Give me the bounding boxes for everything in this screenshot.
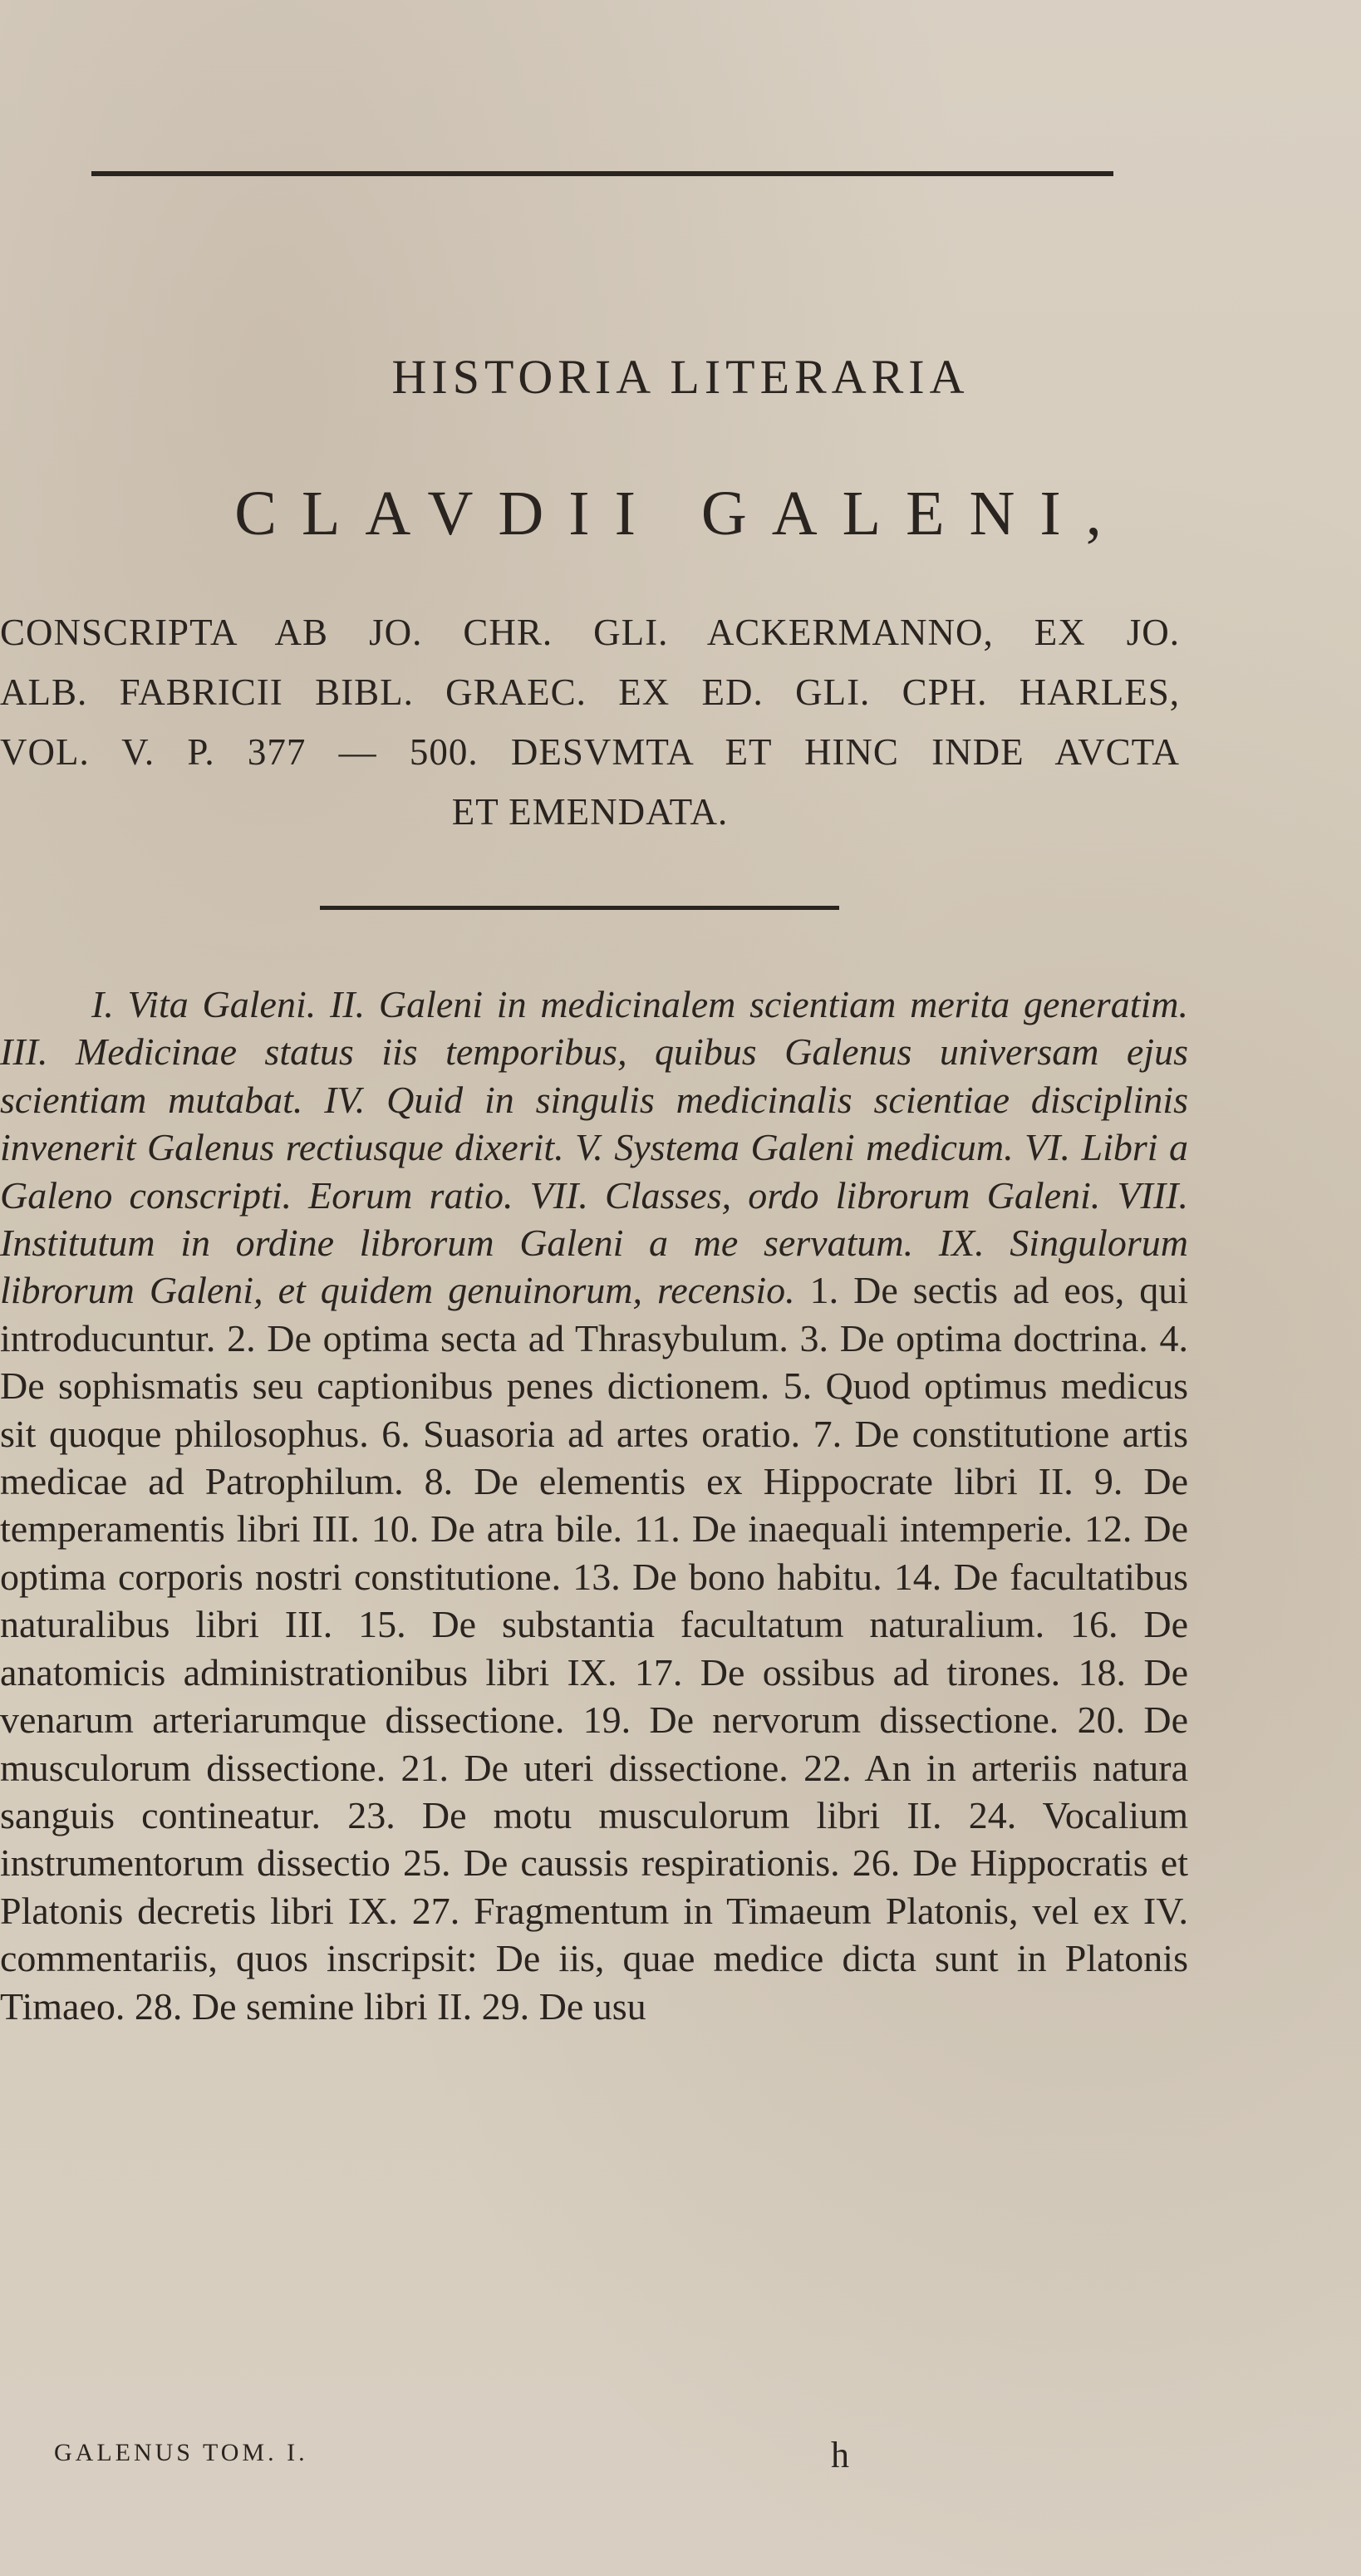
title-line-2: CLAVDII GALENI, <box>234 479 1127 548</box>
contents-body <box>0 981 1188 2030</box>
credit-line-3: VOL. V. P. 377 — 500. DESVMTA ET HINC INDE AVCTA <box>0 731 1180 773</box>
signature-mark: h <box>831 2435 849 2475</box>
title-line-1: HISTORIA LITERARIA <box>391 350 970 404</box>
running-title: GALENUS TOM. I. <box>54 2439 308 2466</box>
top-rule <box>91 171 1113 176</box>
contents-paragraph <box>0 981 1188 2030</box>
page-footer <box>54 2435 1134 2475</box>
credit-line-4: ET EMENDATA. <box>451 791 729 833</box>
contents-italic-text: I. Vita Galeni. II. Galeni in medicinalem scientiam merita generatim. III. Medicinae status iis temporibus, quibus Galenus universam ejus scientiam mutabat. IV. Quid in singulis medicinalis scientiae disciplinis invenerit Galenus rectiusque dixerit. V. Systema Galeni medicum. VI. Libri a Galeno conscripti. Eorum ratio. VII. Classes, ordo librorum Galeni. VIII. Institutum in ordine librorum Galeni a me servatum. IX. Singulorum librorum Galeni, et quidem genuinorum, recensio. <box>0 983 1188 1312</box>
credit-block <box>0 602 1180 842</box>
credit-line-1: CONSCRIPTA AB JO. CHR. GLI. ACKERMANNO, EX JO. <box>0 612 1180 653</box>
credit-line-2: ALB. FABRICII BIBL. GRAEC. EX ED. GLI. CPH. HARLES, <box>0 671 1180 713</box>
middle-rule <box>320 906 839 910</box>
contents-roman-text: 1. De sectis ad eos, qui introducuntur. 2. De optima secta ad Thrasybulum. 3. De optima doctrina. 4. De sophismatis seu captionibus penes dictionem. 5. Quod optimus medicus sit quoque philosophus. 6. Suasoria ad artes oratio. 7. De constitutione artis medicae ad Patrophilum. 8. De elementis ex Hippocrate libri II. 9. De temperamentis libri III. 10. De atra bile. 11. De inaequali intemperie. 12. De optima corporis nostri constitutione. 13. De bono habitu. 14. De facultatibus naturalibus libri III. 15. De substantia facultatum naturalium. 16. De anatomicis administrationibus libri IX. 17. De ossibus ad tirones. 18. De venarum arteriarumque dissectione. 19. De nervorum dissectione. 20. De musculorum dissectione. 21. De uteri dissectione. 22. An in arteriis natura sanguis contineatur. 23. De motu musculorum libri II. 24. Vocalium instrumentorum dissectio 25. De caussis respirationis. 26. De Hippocratis et Platonis decretis libri IX. 27. Fragmentum in Timaeum Platonis, vel ex IV. commentariis, quos inscripsit: De iis, quae medice dicta sunt in Platonis Timaeo. 28. De semine libri II. 29. De usu <box>0 1269 1188 2028</box>
